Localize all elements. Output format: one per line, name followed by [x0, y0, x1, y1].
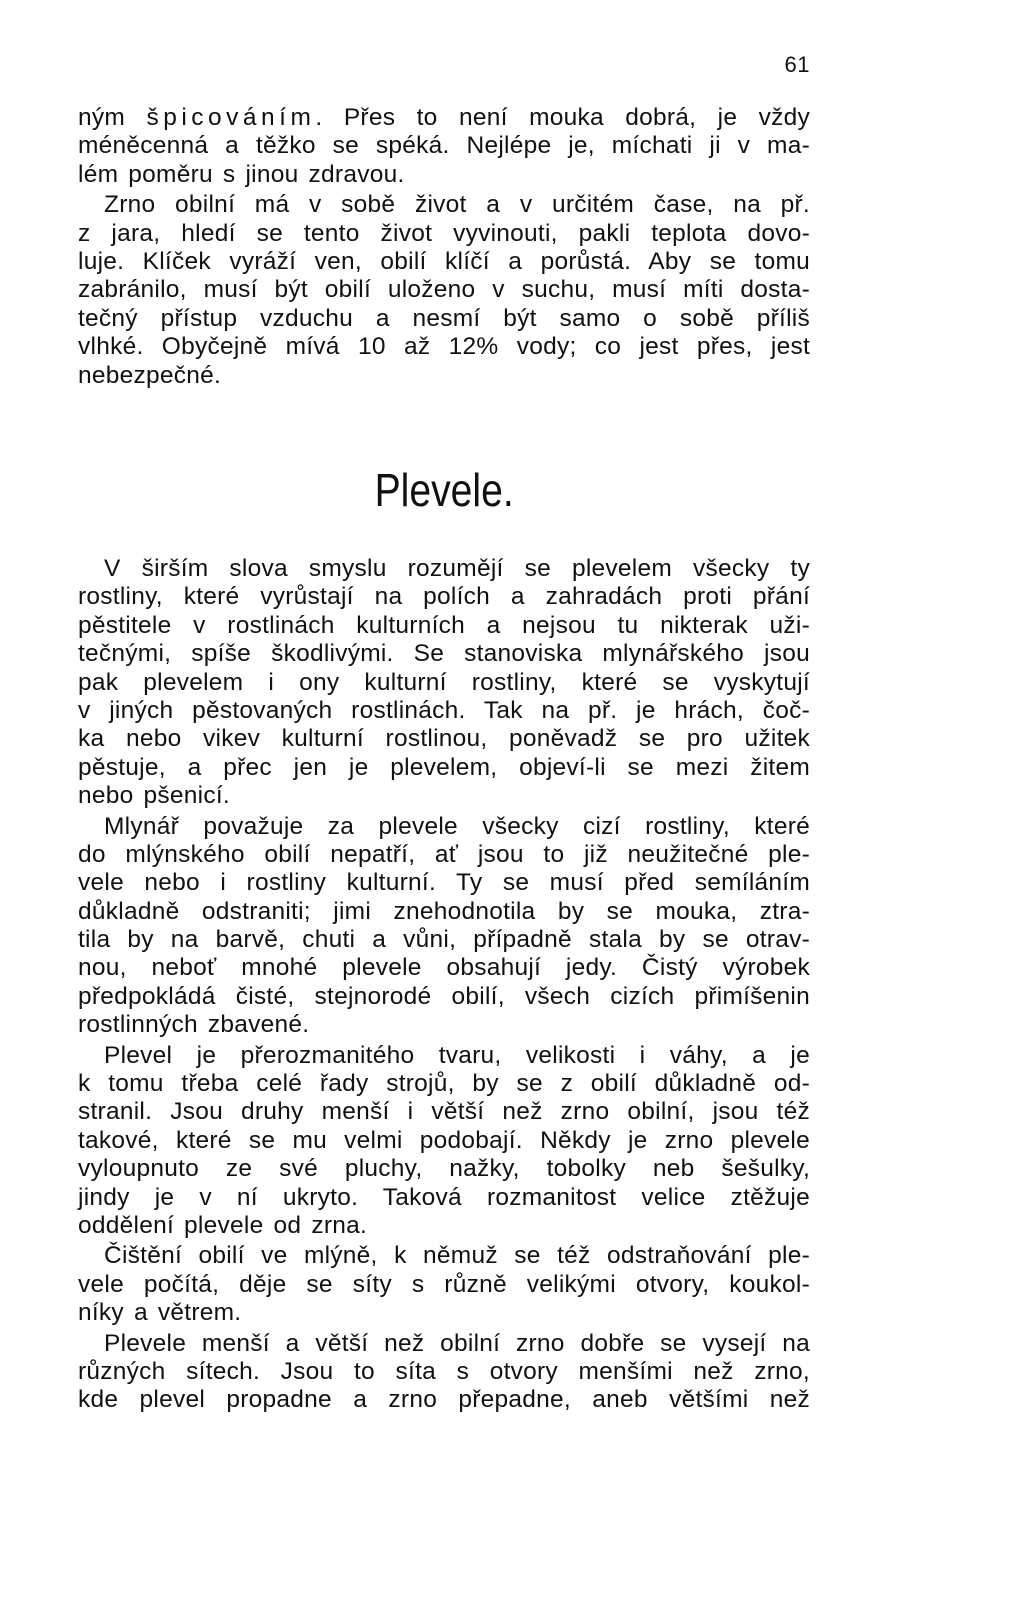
- section-heading-text: Plevele.: [374, 464, 514, 516]
- paragraph-line: nou, neboť mnohé plevele obsahují jedy. Čistý výrobek: [78, 954, 810, 982]
- paragraph-line: V širším slova smyslu rozumějí se plevelem všecky ty: [104, 555, 810, 582]
- paragraph-line: zabránilo, musí být obilí uloženo v suchu, musí míti dosta-: [78, 276, 810, 304]
- paragraph-line: předpokládá čisté, stejnorodé obilí, všech cizích přimíšenin: [78, 982, 810, 1010]
- paragraph-line: Plevele menší a větší než obilní zrno dobře se vysejí na: [104, 1329, 810, 1357]
- paragraph-line: oddělení plevele od zrna.: [78, 1211, 368, 1239]
- paragraph-line: Mlynář považuje za plevele všecky cizí rostliny, které: [104, 812, 810, 840]
- intro-prefix: ným: [78, 104, 147, 131]
- paragraph-miller-view: [78, 813, 810, 1040]
- paragraph-line: jindy je v ní ukryto. Taková rozmanitost velice ztěžuje: [78, 1183, 810, 1211]
- emphasized-word: špicováním: [146, 104, 316, 131]
- paragraph-line: v jiných pěstovaných rostlinách. Tak na př. je hrách, čoč-: [78, 696, 810, 724]
- paragraph-grain: [78, 191, 810, 390]
- paragraph-line: vyloupnuto ze své pluchy, nažky, tobolky neb šešulky,: [78, 1155, 810, 1183]
- paragraph-line: důkladně odstraniti; jimi znehodnotila by se mouka, ztra-: [78, 897, 810, 925]
- intro-line-1: [78, 104, 810, 132]
- paragraph-line: tečnými, spíše škodlivými. Se stanoviska mlynářského jsou: [78, 640, 810, 668]
- paragraph-sieves: [78, 1330, 810, 1415]
- paragraph-line: různých sítech. Jsou to síta s otvory menšími než zrno,: [78, 1357, 810, 1385]
- paragraph-cleaning: [78, 1242, 810, 1327]
- paragraph-line: kde plevel propadne a zrno přepadne, aneb většími než: [78, 1386, 810, 1414]
- paragraph-line: stranil. Jsou druhy menší i větší než zrno obilní, jsou též: [78, 1098, 810, 1126]
- paragraph-line: rostliny, které vyrůstají na polích a zahradách proti přání: [78, 583, 810, 611]
- section-heading: [67, 463, 937, 517]
- paragraph-line: Zrno obilní má v sobě život a v určitém čase, na př.: [104, 191, 810, 219]
- paragraph-weeds-definition: [78, 555, 810, 811]
- paragraph-line: tila by na barvě, chuti a vůni, případně stala by se otrav-: [78, 926, 810, 954]
- paragraph-line: tečný přístup vzduchu a nesmí být samo o sobě příliš: [78, 304, 810, 332]
- main-text-block: [78, 555, 810, 1415]
- paragraph-line: vele počítá, děje se síty s různě velikými otvory, koukol-: [78, 1270, 810, 1298]
- paragraph-line: Plevel je přerozmanitého tvaru, velikosti i váhy, a je: [104, 1041, 810, 1069]
- paragraph-line: pěstuje, a přec jen je plevelem, objeví-li se mezi žitem: [78, 753, 810, 781]
- paragraph-line: pěstitele v rostlinách kulturních a nejsou tu nikterak uži-: [78, 611, 810, 639]
- paragraph-line: níky a větrem.: [78, 1299, 242, 1327]
- intro-line-3: lém poměru s jinou zdravou.: [78, 160, 405, 188]
- paragraph-line: vlhké. Obyčejně mívá 10 až 12% vody; co jest přes, jest: [78, 333, 810, 361]
- paragraph-line: Čištění obilí ve mlýně, k němuž se též odstraňování ple-: [104, 1242, 810, 1270]
- paragraph-line: z jara, hledí se tento život vyvinouti, pakli teplota dovo-: [78, 219, 810, 247]
- paragraph-line: vele nebo i rostliny kulturní. Ty se musí před semíláním: [78, 869, 810, 897]
- paragraph-line: k tomu třeba celé řady strojů, by se z obilí důkladně od-: [78, 1070, 810, 1098]
- paragraph-line: takové, které se mu velmi podobají. Někdy je zrno plevele: [78, 1126, 810, 1154]
- intro-line-1-rest: . Přes to není mouka dobrá, je vždy: [315, 104, 810, 131]
- paragraph-line: nebo pšenicí.: [78, 782, 230, 810]
- paragraph-line: do mlýnského obilí nepatří, ať jsou to již neužitečné ple-: [78, 840, 810, 868]
- paragraph-line: rostlinných zbavené.: [78, 1011, 310, 1039]
- paragraph-weed-variety: [78, 1042, 810, 1241]
- paragraph-line: pak plevelem i ony kulturní rostliny, které se vyskytují: [78, 668, 810, 696]
- paragraph-line: nebezpečné.: [78, 361, 222, 389]
- paragraph-line: luje. Klíček vyráží ven, obilí klíčí a porůstá. Aby se tomu: [78, 247, 810, 275]
- paragraph-line: ka nebo vikev kulturní rostlinou, poněvadž se pro užitek: [78, 725, 810, 753]
- intro-line-2: méněcenná a těžko se spéká. Nejlépe je, míchati ji v ma-: [78, 132, 810, 160]
- intro-text-block: [78, 104, 810, 390]
- page-number: 61: [784, 52, 810, 77]
